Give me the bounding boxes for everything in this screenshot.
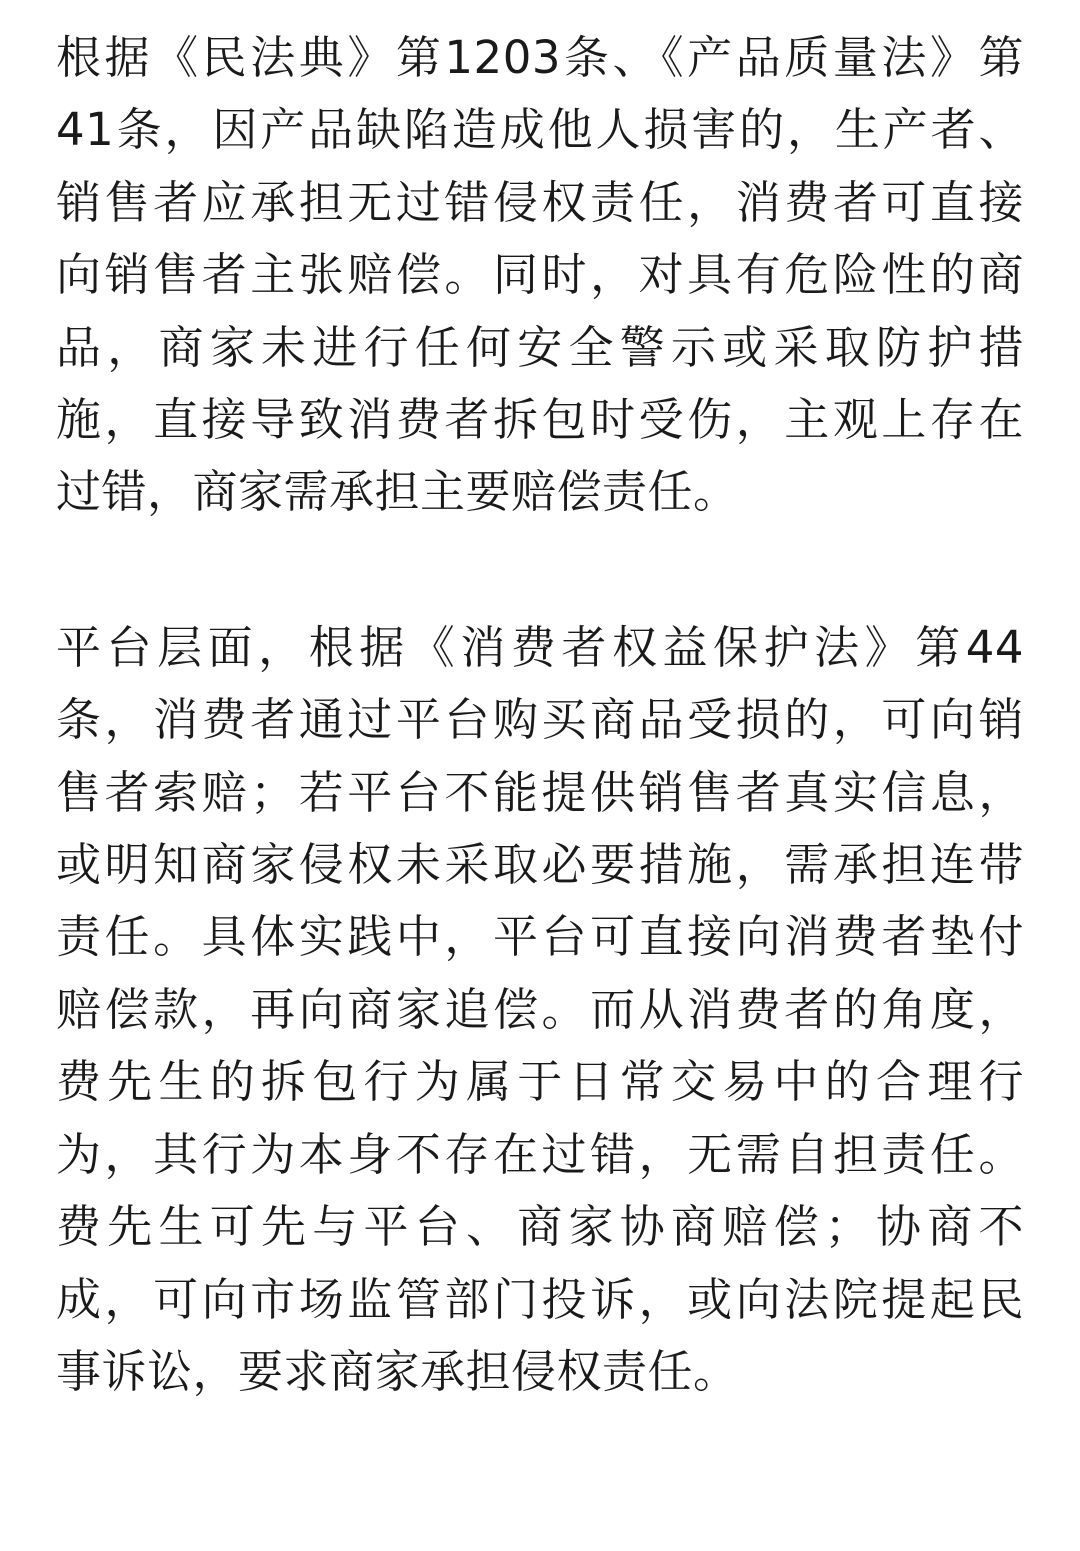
text-line: 41条，因产品缺陷造成他人损害的，生产者、 [56, 103, 1024, 157]
text-line: 条，消费者通过平台购买商品受损的，可向销 [56, 693, 1024, 747]
text-line: 赔偿款，再向商家追偿。而从消费者的角度， [56, 982, 1024, 1036]
text-line: 向销售者主张赔偿。同时，对具有危险性的商 [56, 248, 1024, 302]
text-line: 事诉讼，要求商家承担侵权责任。 [56, 1344, 739, 1398]
text-line: 为，其行为本身不存在过错，无需自担责任。 [56, 1127, 1024, 1181]
text-line: 销售者应承担无过错侵权责任，消费者可直接 [56, 175, 1024, 229]
text-line: 责任。具体实践中，平台可直接向消费者垫付 [56, 910, 1024, 964]
text-line: 过错，商家需承担主要赔偿责任。 [56, 465, 739, 519]
paragraph-legal-basis [56, 22, 1024, 529]
text-line: 施，直接导致消费者拆包时受伤，主观上存在 [56, 393, 1024, 447]
text-line: 成，可向市场监管部门投诉，或向法院提起民 [56, 1272, 1024, 1326]
text-line: 费先生的拆包行为属于日常交易中的合理行 [56, 1055, 1024, 1109]
text-line: 费先生可先与平台、商家协商赔偿；协商不 [56, 1200, 1024, 1254]
article-body [56, 22, 1024, 1408]
paragraph-platform-liability [56, 612, 1024, 1408]
text-line: 根据《民法典》第1203条、《产品质量法》第 [56, 31, 1024, 84]
text-line: 平台层面，根据《消费者权益保护法》第44 [56, 620, 1024, 674]
text-line: 售者索赔；若平台不能提供销售者真实信息， [56, 765, 1024, 819]
text-line: 或明知商家侵权未采取必要措施，需承担连带 [56, 838, 1024, 892]
text-line: 品，商家未进行任何安全警示或采取防护措 [56, 320, 1024, 374]
